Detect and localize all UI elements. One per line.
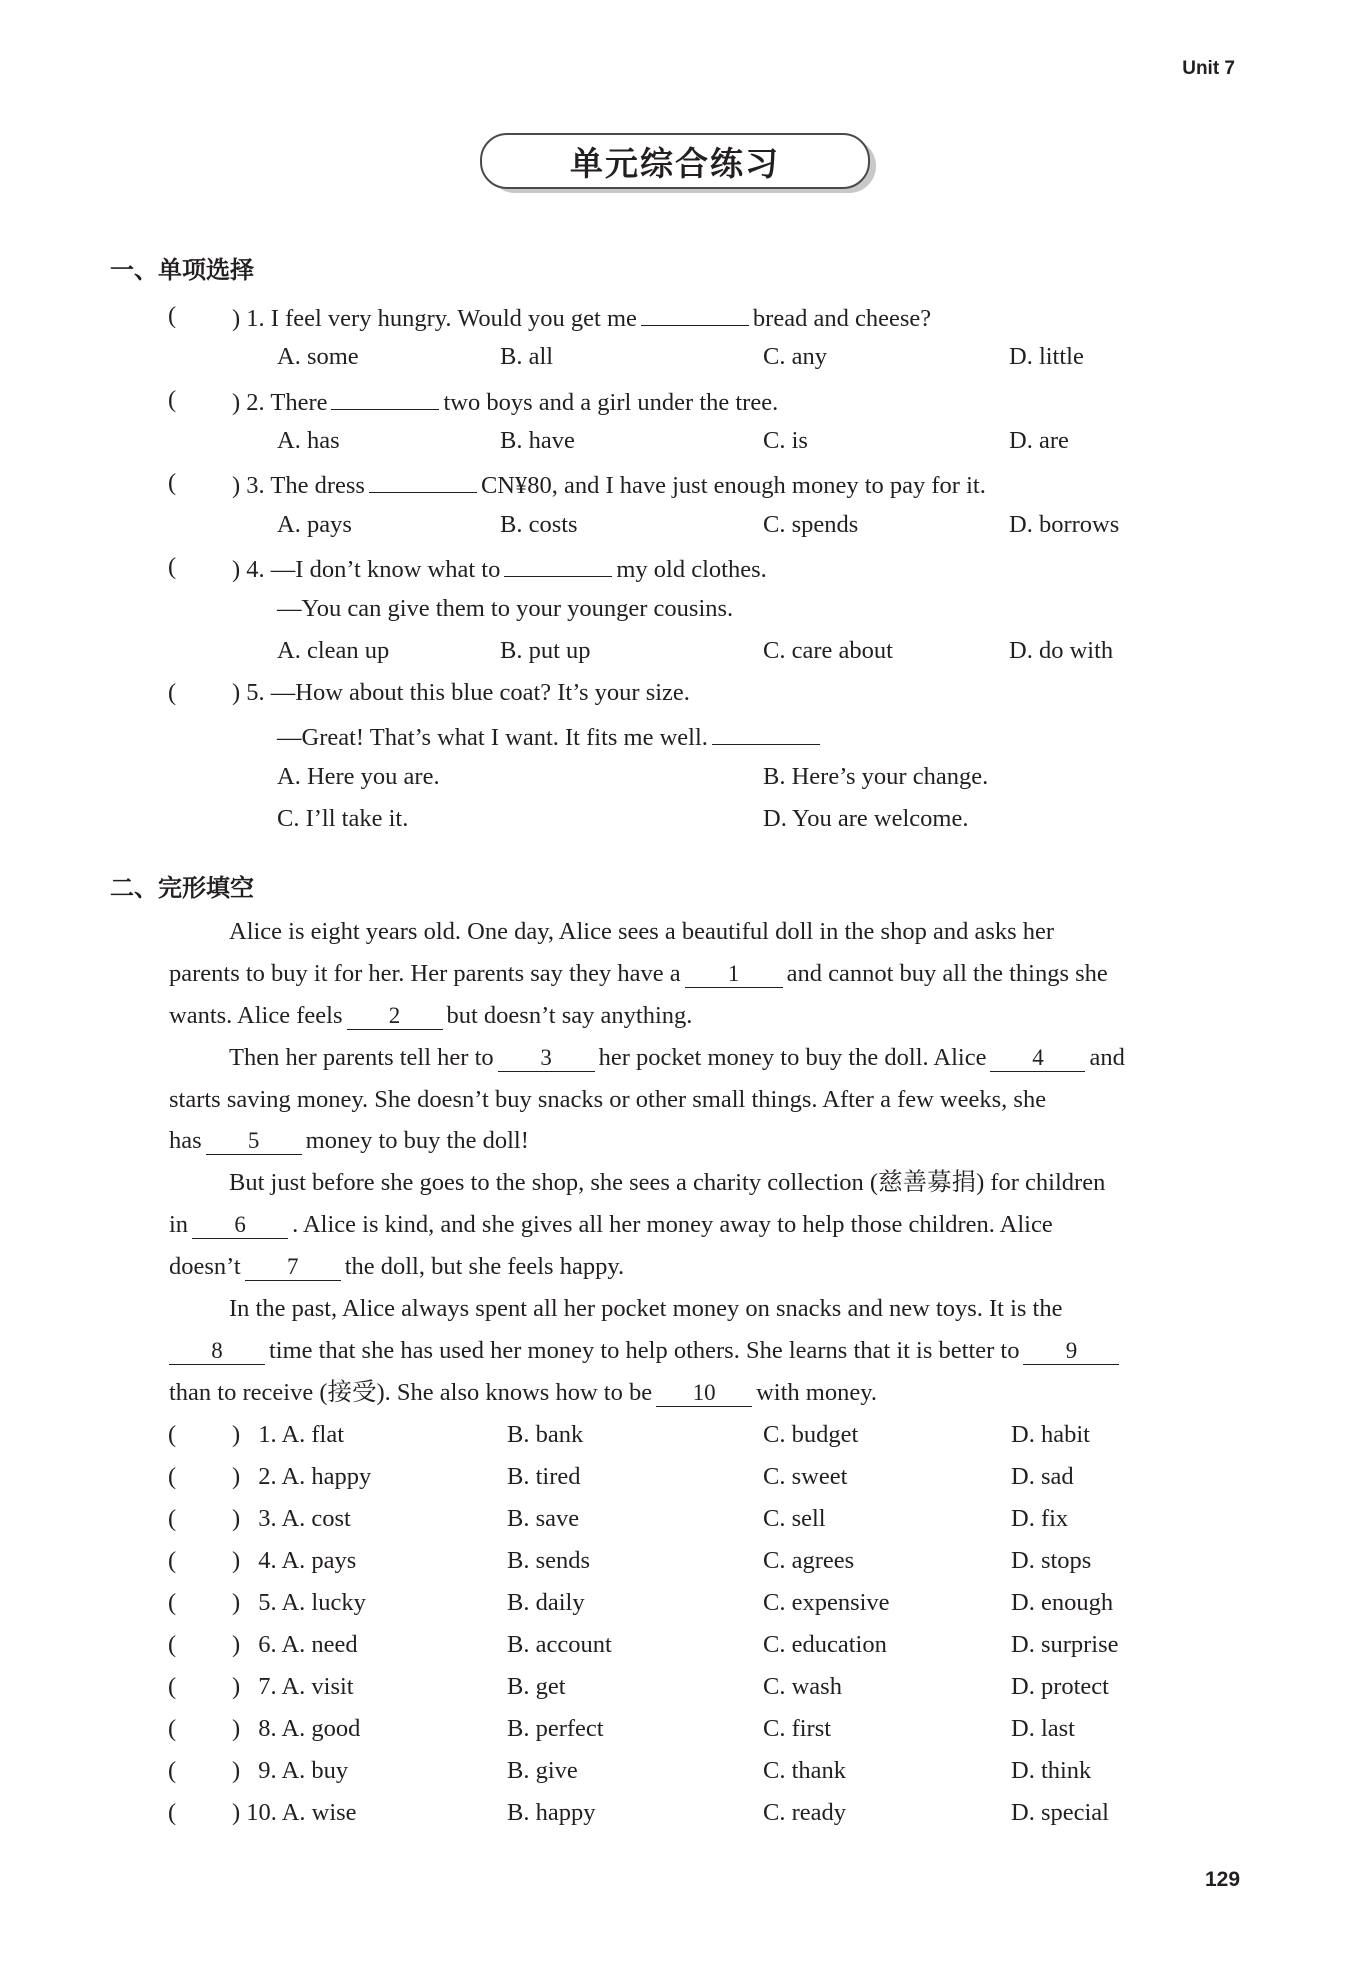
option-b: B. costs: [500, 511, 578, 538]
option-c: C. thank: [763, 1757, 847, 1784]
passage-line: [169, 1126, 529, 1156]
question-number: ) 9. A. buy: [232, 1757, 349, 1784]
cloze-blank: 7: [245, 1254, 341, 1281]
question-text: There: [270, 389, 328, 416]
option-c: C. spends: [763, 511, 859, 538]
option-a: A. cost: [281, 1505, 351, 1532]
option-d: D. do with: [1009, 637, 1114, 664]
question-text: —Great! That’s what I want. It fits me well.: [277, 724, 708, 751]
question-text: —I don’t know what to: [270, 556, 501, 583]
option-b: B. account: [507, 1631, 612, 1658]
passage-text: Then her parents tell her to: [229, 1044, 494, 1071]
passage-text: In the past, Alice always spent all her pocket money on snacks and new toys. It is the: [229, 1295, 1063, 1322]
question-stem: ) 3. The dress CN¥80, and I have just enough money to pay for it.: [232, 468, 986, 501]
answer-paren-open: (: [168, 1757, 177, 1784]
cloze-blank: 3: [498, 1045, 595, 1072]
question-stem: ) 5. —How about this blue coat? It’s your size.: [232, 679, 690, 706]
option-b: B. save: [507, 1505, 580, 1532]
passage-text: has: [169, 1127, 202, 1154]
passage-line: [169, 1378, 877, 1408]
question-number: 1.: [246, 305, 265, 332]
option-d: D. borrows: [1009, 511, 1120, 538]
question-number: 10.: [246, 1799, 277, 1826]
option-c: C. education: [763, 1631, 887, 1658]
passage-text: starts saving money. She doesn’t buy snacks or other small things. After a few weeks, she: [169, 1086, 1047, 1113]
passage-text: and cannot buy all the things she: [786, 960, 1108, 987]
question-number: ) 7. A. visit: [232, 1673, 354, 1700]
passage-text: Alice is eight years old. One day, Alice sees a beautiful doll in the shop and asks her: [229, 918, 1055, 945]
passage-line: [229, 917, 1054, 947]
passage-text: wants. Alice feels: [169, 1002, 343, 1029]
question-number: ) 1. A. flat: [232, 1421, 345, 1448]
cloze-blank: 2: [347, 1003, 443, 1030]
answer-paren-open: (: [168, 1589, 177, 1616]
option-c: C. I’ll take it.: [277, 805, 409, 832]
option-c: C. first: [763, 1715, 832, 1742]
cloze-blank: 8: [169, 1338, 265, 1365]
cloze-blank: 5: [206, 1128, 302, 1155]
option-b: B. Here’s your change.: [763, 763, 989, 790]
answer-blank: [331, 385, 439, 410]
answer-paren-open: (: [168, 1421, 177, 1448]
answer-paren-open: (: [168, 302, 177, 329]
option-a: A. happy: [281, 1463, 372, 1490]
question-text: bread and cheese?: [752, 305, 932, 332]
option-d: D. little: [1009, 343, 1084, 370]
question-number: 4.: [258, 1547, 277, 1574]
question-text: —You can give them to your younger cousins.: [277, 595, 734, 622]
passage-text: and: [1089, 1044, 1125, 1071]
cloze-blank: 4: [990, 1045, 1085, 1072]
question-text: my old clothes.: [616, 556, 767, 583]
question-number: 3.: [258, 1505, 277, 1532]
passage-line: [169, 1252, 624, 1282]
passage-text: doesn’t: [169, 1253, 241, 1280]
option-c: C. expensive: [763, 1589, 890, 1616]
answer-paren-open: (: [168, 386, 177, 413]
question-number: 5.: [246, 679, 265, 706]
question-number: ) 10. A. wise: [232, 1799, 357, 1826]
option-c: C. care about: [763, 637, 893, 664]
option-b: B. tired: [507, 1463, 581, 1490]
question-text: I feel very hungry. Would you get me: [270, 305, 637, 332]
page-number: 129: [1205, 1868, 1241, 1891]
option-d: D. stops: [1011, 1547, 1092, 1574]
option-c: C. budget: [763, 1421, 859, 1448]
question-number: 3.: [246, 472, 265, 499]
option-a: A. wise: [281, 1799, 357, 1826]
answer-paren-open: (: [168, 1799, 177, 1826]
answer-blank: [369, 468, 477, 493]
passage-text: money to buy the doll!: [305, 1127, 529, 1154]
option-b: B. happy: [507, 1799, 596, 1826]
option-a: A. clean up: [277, 637, 390, 664]
passage-line: [169, 1085, 1046, 1115]
option-d: D. fix: [1011, 1505, 1069, 1532]
question-text: CN¥80, and I have just enough money to pay for it.: [480, 472, 986, 499]
answer-paren-open: (: [168, 553, 177, 580]
page-title: 单元综合练习: [570, 143, 780, 183]
option-c: C. agrees: [763, 1547, 855, 1574]
question-number: ) 3. A. cost: [232, 1505, 351, 1532]
question-stem: ) 4. —I don’t know what to my old clothes.: [232, 552, 767, 585]
option-b: B. bank: [507, 1421, 584, 1448]
answer-paren-open: (: [168, 1673, 177, 1700]
unit-label: Unit 7: [1182, 58, 1235, 79]
section-1-heading: 一、单项选择: [110, 256, 254, 284]
answer-paren-open: (: [168, 1547, 177, 1574]
answer-paren-open: (: [168, 1715, 177, 1742]
passage-text: with money.: [756, 1379, 877, 1406]
option-a: A. visit: [281, 1673, 354, 1700]
passage-text: in: [169, 1211, 189, 1238]
option-a: A. buy: [281, 1757, 349, 1784]
passage-text: parents to buy it for her. Her parents say they have a: [169, 960, 681, 987]
question-number: ) 4. A. pays: [232, 1547, 357, 1574]
question-number: ) 2. A. happy: [232, 1463, 372, 1490]
question-stem: ) 2. There two boys and a girl under the tree.: [232, 385, 778, 418]
option-c: C. ready: [763, 1799, 846, 1826]
option-a: A. good: [281, 1715, 361, 1742]
option-b: B. give: [507, 1757, 578, 1784]
option-d: D. protect: [1011, 1673, 1109, 1700]
cloze-blank: 6: [192, 1212, 288, 1239]
passage-text: than to receive (接受). She also knows how to be: [169, 1379, 653, 1406]
option-b: B. have: [500, 427, 575, 454]
option-b: B. put up: [500, 637, 591, 664]
answer-paren-open: (: [168, 1631, 177, 1658]
question-number: 5.: [258, 1589, 277, 1616]
answer-paren-open: (: [168, 1463, 177, 1490]
option-a: A. some: [277, 343, 359, 370]
question-number: ) 5. A. lucky: [232, 1589, 366, 1616]
answer-blank: [641, 301, 749, 326]
passage-line: [169, 1210, 1053, 1240]
passage-line: [165, 1336, 1123, 1366]
option-c: C. is: [763, 427, 808, 454]
question-number: ) 8. A. good: [232, 1715, 361, 1742]
question-number: ) 6. A. need: [232, 1631, 358, 1658]
passage-line: [229, 1043, 1125, 1073]
section-2-heading: 二、完形填空: [110, 874, 254, 902]
question-number: 4.: [246, 556, 265, 583]
passage-text: time that she has used her money to help others. She learns that it is better to: [269, 1337, 1020, 1364]
option-d: D. surprise: [1011, 1631, 1119, 1658]
question-number: 2.: [246, 389, 265, 416]
question-text: The dress: [270, 472, 365, 499]
question-number: 6.: [258, 1631, 277, 1658]
answer-paren-open: (: [168, 679, 177, 706]
option-c: C. wash: [763, 1673, 842, 1700]
question-number: 7.: [258, 1673, 277, 1700]
passage-text: her pocket money to buy the doll. Alice: [598, 1044, 987, 1071]
passage-line: [169, 1001, 692, 1031]
option-a: A. pays: [281, 1547, 357, 1574]
option-b: B. get: [507, 1673, 566, 1700]
option-a: A. pays: [277, 511, 352, 538]
option-d: D. enough: [1011, 1589, 1114, 1616]
option-b: B. perfect: [507, 1715, 604, 1742]
cloze-blank: 9: [1023, 1338, 1119, 1365]
answer-paren-open: (: [168, 1505, 177, 1532]
passage-text: but doesn’t say anything.: [446, 1002, 693, 1029]
question-number: 8.: [258, 1715, 277, 1742]
option-c: C. sell: [763, 1505, 826, 1532]
passage-line: [169, 959, 1108, 989]
question-number: 9.: [258, 1757, 277, 1784]
option-d: D. sad: [1011, 1463, 1074, 1490]
option-b: B. daily: [507, 1589, 585, 1616]
question-text: [277, 720, 824, 753]
passage-text: the doll, but she feels happy.: [344, 1253, 625, 1280]
cloze-blank: 1: [685, 961, 783, 988]
question-text: two boys and a girl under the tree.: [443, 389, 779, 416]
option-a: A. Here you are.: [277, 763, 440, 790]
option-a: A. lucky: [281, 1589, 366, 1616]
passage-text: But just before she goes to the shop, she sees a charity collection (慈善募捐) for children: [229, 1169, 1106, 1196]
answer-blank: [712, 720, 820, 745]
cloze-blank: 10: [656, 1380, 752, 1407]
option-b: B. all: [500, 343, 554, 370]
option-d: D. You are welcome.: [763, 805, 969, 832]
option-a: A. has: [277, 427, 340, 454]
option-d: D. are: [1009, 427, 1069, 454]
option-a: A. need: [281, 1631, 358, 1658]
passage-line: [229, 1168, 1105, 1198]
question-stem: ) 1. I feel very hungry. Would you get me bread and cheese?: [232, 301, 931, 334]
answer-blank: [504, 552, 612, 577]
option-d: D. special: [1011, 1799, 1109, 1826]
question-text: —How about this blue coat? It’s your size.: [270, 679, 690, 706]
option-d: D. think: [1011, 1757, 1092, 1784]
option-d: D. habit: [1011, 1421, 1090, 1448]
question-number: 2.: [258, 1463, 277, 1490]
option-d: D. last: [1011, 1715, 1075, 1742]
option-a: A. flat: [281, 1421, 345, 1448]
passage-text: . Alice is kind, and she gives all her money away to help those children. Alice: [292, 1211, 1053, 1238]
answer-paren-open: (: [168, 469, 177, 496]
option-c: C. any: [763, 343, 827, 370]
passage-line: [229, 1294, 1062, 1324]
title-banner: [480, 133, 870, 189]
option-c: C. sweet: [763, 1463, 848, 1490]
option-b: B. sends: [507, 1547, 591, 1574]
question-number: 1.: [258, 1421, 277, 1448]
